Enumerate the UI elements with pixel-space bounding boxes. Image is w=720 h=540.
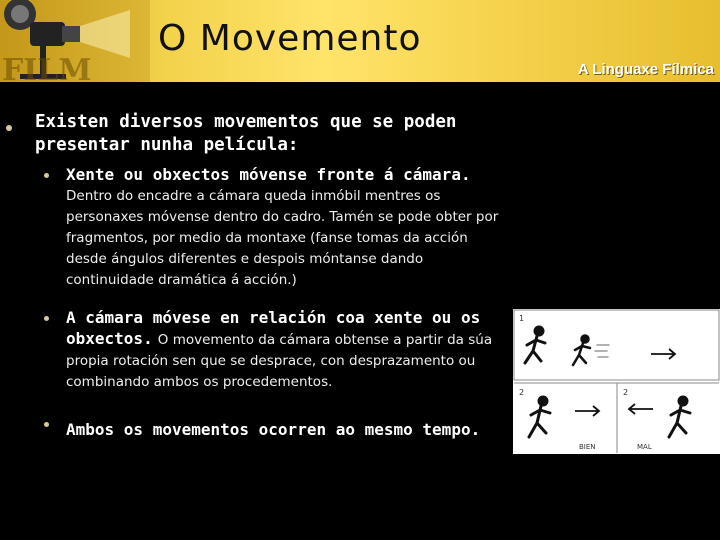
list-item-lead: A cámara móvese en relación coa xente ou os obxectos. xyxy=(66,308,481,348)
film-projector-icon xyxy=(0,0,150,82)
bullet-dot xyxy=(44,422,49,427)
arrow-right-icon xyxy=(575,406,599,416)
runner-icon xyxy=(525,327,545,363)
caption-bien: BIEN xyxy=(579,443,596,451)
header-banner xyxy=(0,0,720,82)
movement-illustration xyxy=(513,309,720,454)
svg-text:FILM: FILM xyxy=(2,53,92,82)
list-item xyxy=(66,307,511,392)
bullet-dot xyxy=(6,125,12,131)
panel-number: 2 xyxy=(519,388,525,397)
bullet-dot xyxy=(44,173,49,178)
runner-icon xyxy=(529,397,550,437)
list-item-lead: Xente ou obxectos móvense fronte á cámara. xyxy=(66,165,471,184)
arrow-right-icon xyxy=(651,349,675,359)
runner-icon xyxy=(669,397,690,437)
movement-diagram xyxy=(513,309,720,454)
list-item xyxy=(66,412,501,448)
panel-number: 1 xyxy=(519,314,525,323)
list-item-text: O movemento da cámara obtense a partir da súa propia rotación sen que se desprace, con desprazamento ou combinando ambos os procedementos. xyxy=(66,332,493,390)
list-item xyxy=(66,164,511,290)
main-bullet-text: Existen diversos movementos que se poden presentar nunha película: xyxy=(35,112,457,155)
arrow-left-icon xyxy=(629,404,653,414)
page-title: O Movemento xyxy=(158,18,422,59)
runner-icon xyxy=(573,336,609,366)
bullet-dot xyxy=(44,316,49,321)
page-subtitle: A Linguaxe Fílmica xyxy=(577,61,714,78)
caption-mal: MAL xyxy=(637,443,652,451)
list-item-text: Dentro do encadre a cámara queda inmóbil mentres os personaxes móvense dentro do cadro. Tamén se pode obter por fragmentos, por medio da montaxe (fanse tomas da acción desde ángulos diferentes e despois móntanse dando continuidade dramática á acción.) xyxy=(66,188,499,288)
list-item-lead: Ambos os movementos ocorren ao mesmo tempo. xyxy=(66,420,481,439)
panel-number: 2 xyxy=(623,388,629,397)
